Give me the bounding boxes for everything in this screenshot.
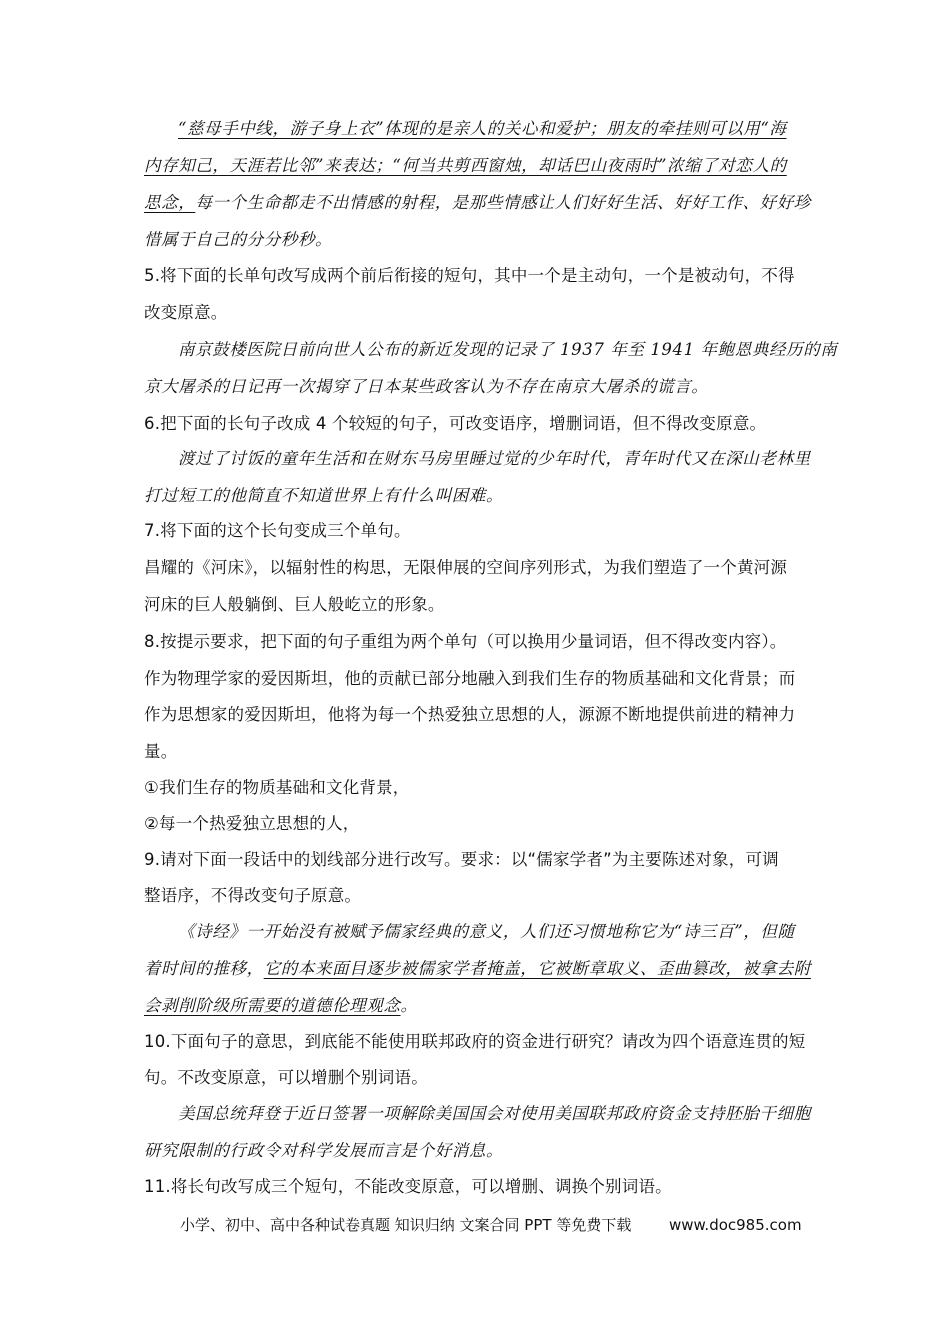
passage-line: 打过短工的他简直不知道世界上有什么叫困难。 bbox=[144, 486, 504, 505]
question-line: 整语序，不得改变句子原意。 bbox=[144, 886, 362, 905]
passage-line: 量。 bbox=[144, 742, 178, 761]
question-6: 6.把下面的长句子改成 4 个较短的句子，可改变语序，增删词语，但不得改变原意。 bbox=[144, 414, 767, 433]
passage-line: 着时间的推移，它的本来面目逐步被儒家学者掩盖，它被断章取义、歪曲篡改，被拿去附 bbox=[144, 959, 811, 978]
question-5: 5.将下面的长单句改写成两个前后衔接的短句，其中一个是主动句，一个是被动句，不得 bbox=[144, 266, 795, 285]
passage-line: 美国总统拜登于近日签署一项解除美国国会对使用美国联邦政府资金支持胚胎干细胞 bbox=[178, 1104, 811, 1123]
paragraph-line: 惜属于自己的分分秒秒。 bbox=[144, 230, 333, 249]
paragraph-line: “慈母手中线，游子身上衣”体现的是亲人的关心和爱护；朋友的牵挂则可以用“海 bbox=[178, 119, 787, 138]
paragraph-line: 思念，每一个生命都走不出情感的射程，是那些情感让人们好好生活、好好工作、好好珍 bbox=[144, 193, 811, 212]
paragraph-line: 内存知己，天涯若比邻”来表达；“何当共剪西窗烛，却话巴山夜雨时”浓缩了对恋人的 bbox=[144, 156, 787, 175]
question-7: 7.将下面的这个长句变成三个单句。 bbox=[144, 521, 411, 540]
answer-line-2: ②每一个热爱独立思想的人， bbox=[144, 814, 360, 833]
question-11: 11.将长句改写成三个短句，不能改变原意，可以增删、调换个别词语。 bbox=[144, 1177, 672, 1196]
question-9: 9.请对下面一段话中的划线部分进行改写。要求：以“儒家学者”为主要陈述对象，可调 bbox=[144, 850, 779, 869]
passage-line: 研究限制的行政令对科学发展而言是个好消息。 bbox=[144, 1141, 504, 1160]
footer-url[interactable]: www.doc985.com bbox=[669, 1216, 802, 1234]
question-line: 改变原意。 bbox=[144, 303, 228, 322]
question-10: 10.下面句子的意思，到底能不能使用联邦政府的资金进行研究？请改为四个语意连贯的短 bbox=[144, 1032, 806, 1051]
answer-line-1: ①我们生存的物质基础和文化背景， bbox=[144, 778, 410, 797]
passage-line: 作为物理学家的爱因斯坦，他的贡献已部分地融入到我们生存的物质基础和文化背景；而 bbox=[144, 669, 796, 688]
question-8: 8.按提示要求，把下面的句子重组为两个单句（可以换用少量词语，但不得改变内容）。 bbox=[144, 632, 787, 651]
passage-line: 河床的巨人般躺倒、巨人般屹立的形象。 bbox=[144, 595, 445, 614]
passage-line: 作为思想家的爱因斯坦，他将为每一个热爱独立思想的人，源源不断地提供前进的精神力 bbox=[144, 705, 796, 724]
passage-line: 渡过了讨饭的童年生活和在财东马房里睡过觉的少年时代，青年时代又在深山老林里 bbox=[178, 449, 811, 468]
passage-line: 会剥削阶级所需要的道德伦理观念。 bbox=[144, 996, 418, 1015]
passage-line: 南京鼓楼医院日前向世人公布的新近发现的记录了 1937 年至 1941 年鲍恩典经历的南 bbox=[178, 340, 838, 359]
page-footer bbox=[180, 1214, 802, 1236]
passage-line: 《诗经》一开始没有被赋予儒家经典的意义，人们还习惯地称它为“诗三百”，但随 bbox=[178, 922, 795, 941]
footer-text: 小学、初中、高中各种试卷真题 知识归纳 文案合同 PPT 等免费下载 bbox=[180, 1216, 632, 1234]
passage-line: 京大屠杀的日记再一次揭穿了日本某些政客认为不存在南京大屠杀的谎言。 bbox=[144, 377, 709, 396]
passage-line: 昌耀的《河床》，以辐射性的构思，无限伸展的空间序列形式，为我们塑造了一个黄河源 bbox=[144, 558, 788, 577]
question-line: 句。不改变原意，可以增删个别词语。 bbox=[144, 1068, 428, 1087]
